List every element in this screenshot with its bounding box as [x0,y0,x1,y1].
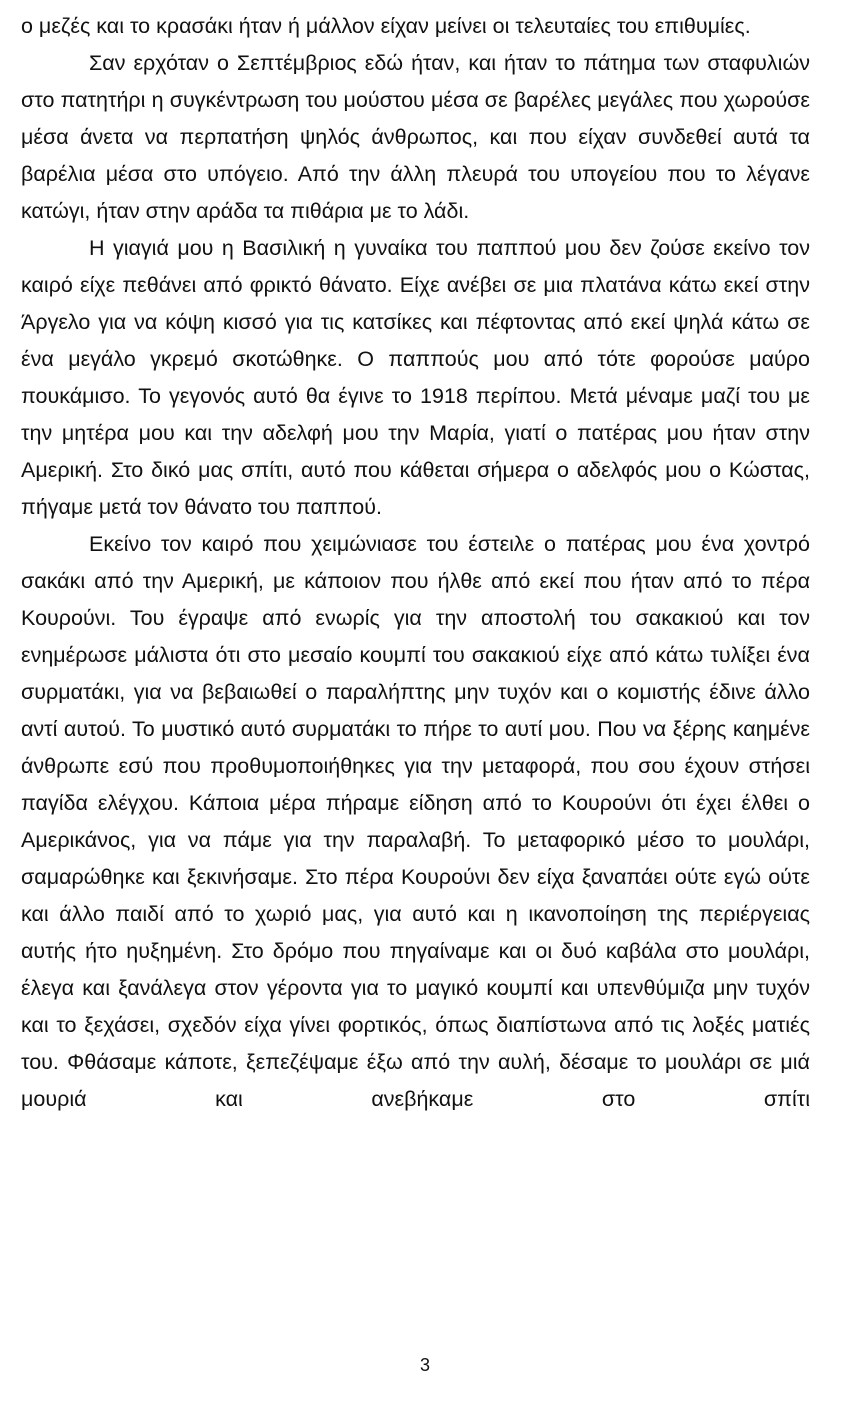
paragraph-september-wine: Σαν ερχόταν ο Σεπτέμβριος εδώ ήταν, και ήταν το πάτημα των σταφυλιών στο πατητήρι η συγκέντρωση του μούστου μέσα σε βαρέλες μεγάλες που χωρούσε μέσα άνετα να περπατήση ψηλός άνθρωπος, και που είχαν συνδεθεί αυτά τα βαρέλια μέσα στο υπόγειο. Από την άλλη πλευρά του υπογείου που το λέγανε κατώγι, ήταν στην αράδα τα πιθάρια με το λάδι. [21,51,810,223]
paragraph-grandmother: Η γιαγιά μου η Βασιλική η γυναίκα του παππού μου δεν ζούσε εκείνο τον καιρό είχε πεθάνει από φρικτό θάνατο. Είχε ανέβει σε μια πλατάνα κάτω εκεί στην Άργελο για να κόψη κισσό για τις κατσίκες και πέφτοντας από εκεί ψηλά κάτω σε ένα μεγάλο γκρεμό σκοτώθηκε. Ο παππούς μου από τότε φορούσε μαύρο πουκάμισο. Το γεγονός αυτό θα έγινε το 1918 περίπου. Μετά μέναμε μαζί του με την μητέρα μου και την αδελφή μου την Μαρία, γιατί ο πατέρας μου ήταν στην Αμερική. Στο δικό μας σπίτι, αυτό που κάθεται σήμερα ο αδελφός μου ο Κώστας, πήγαμε μετά τον θάνατο του παππού. [21,236,810,519]
document-page [21,8,810,1118]
paragraph-jacket-from-america: Εκείνο τον καιρό που χειμώνιασε του έστειλε ο πατέρας μου ένα χοντρό σακάκι από την Αμερική, με κάποιον που ήλθε από εκεί που ήταν από το πέρα Κουρούνι. Του έγραψε από ενωρίς για την αποστολή του σακακιού και τον ενημέρωσε μάλιστα ότι στο μεσαίο κουμπί του σακακιού είχε από κάτω τυλίξει ένα συρματάκι, για να βεβαιωθεί ο παραλήπτης μην τυχόν και ο κομιστής έδινε άλλο αντί αυτού. Το μυστικό αυτό συρματάκι το πήρε το αυτί μου. Που να ξέρης καημένε άνθρωπε εσύ που προθυμοποιήθηκες για την μεταφορά, που σου έχουν στήσει παγίδα ελέγχου. Κάποια μέρα πήραμε είδηση από το Κουρούνι ότι έχει έλθει ο Αμερικάνος, για να πάμε για την παραλαβή. Το μεταφορικό μέσο το μουλάρι, σαμαρώθηκε και ξεκινήσαμε. Στο πέρα Κουρούνι δεν είχα ξαναπάει ούτε εγώ ούτε και άλλο παιδί από το χωριό μας, για αυτό και η ικανοποίηση της περιέργειας αυτής ήτο ηυξημένη. Στο δρόμο που πηγαίναμε και οι δυό καβάλα στο μουλάρι, έλεγα και ξανάλεγα στον γέροντα για το μαγικό κουμπί και υπενθύμιζα μην τυχόν και το ξεχάσει, σχεδόν είχα γίνει φορτικός, όπως διαπίστωνα από τις λοξές ματιές του. Φθάσαμε κάποτε, ξεπεζέψαμε έξω από την αυλή, δέσαμε το μουλάρι σε μιά μουριά και ανεβήκαμε στο σπίτι [21,532,810,1111]
page-number: 3 [419,1355,430,1375]
paragraph-continuation: ο μεζές και το κρασάκι ήταν ή μάλλον είχαν μείνει οι τελευταίες του επιθυμίες. [21,14,751,38]
